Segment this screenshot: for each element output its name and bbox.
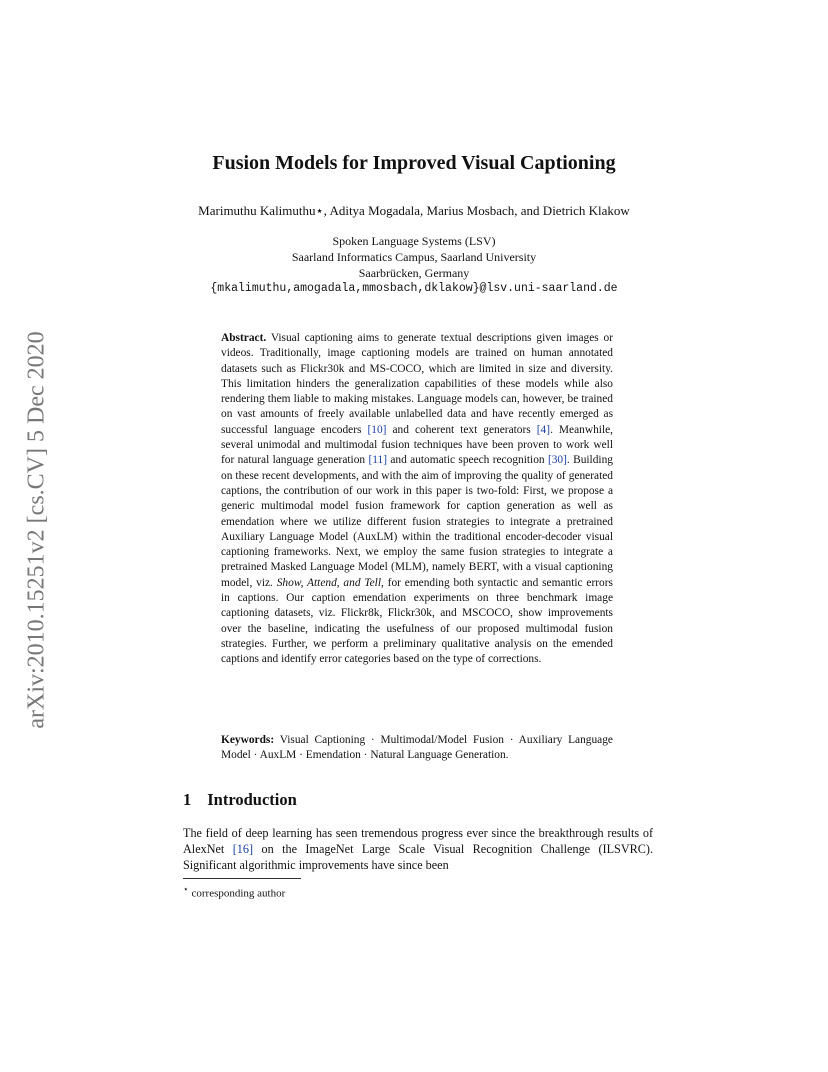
footnote-mark: ⋆ xyxy=(183,884,189,894)
keywords-label: Keywords: xyxy=(221,734,275,746)
affiliation-block xyxy=(0,233,828,297)
abstract xyxy=(221,331,613,668)
intro-text-2: on the ImageNet Large Scale Visual Recognition Challenge (ILSVRC). Significant algorithmic improvements have since been xyxy=(183,842,654,872)
abstract-text-2: and coherent text generators xyxy=(392,423,531,436)
keywords-text: Visual Captioning · Multimodal/Model Fusion · Auxiliary Language Model · AuxLM · Emendation · Natural Language Generation. xyxy=(221,734,613,762)
introduction-paragraph xyxy=(183,825,653,873)
affiliation-lab: Spoken Language Systems (LSV) xyxy=(332,234,496,248)
author-list: Marimuthu Kalimuthu⋆, Aditya Mogadala, Marius Mosbach, and Dietrich Klakow xyxy=(198,203,630,218)
paper-title: Fusion Models for Improved Visual Captioning xyxy=(212,152,616,174)
affiliation-campus: Saarland Informatics Campus, Saarland University xyxy=(291,250,537,264)
abstract-text-1: Visual captioning aims to generate textual descriptions given images or videos. Traditionally, image captioning models are trained on human annotated datasets such as Flickr30k and MS-COCO, which are limited in size and diversity. This limitation hinders the generalization capabilities of these models while also rendering them liable to making mistakes. Language models can, however, be trained on vast amounts of freely available unlabelled data and have recently emerged as successful language encoders xyxy=(221,332,613,436)
abstract-label: Abstract. xyxy=(221,332,267,344)
citation-link[interactable]: [16] xyxy=(232,842,254,856)
footnote xyxy=(183,884,285,900)
keywords xyxy=(221,733,613,764)
citation-link[interactable]: [30] xyxy=(547,454,567,467)
abstract-text-5: . Building on these recent developments, and with the aim of improving the quality of generated captions, the contribution of our work in this paper is two-fold: First, we propose a generic multimodal model fusion framework for caption generation as well as emendation where we utilize different fusion strategies to integrate a pretrained Auxiliary Language Model (AuxLM) within the traditional encoder-decoder visual captioning frameworks. Next, we employ the same fusion strategies to integrate a pretrained Masked Language Model (MLM), namely BERT, with a visual captioning model, viz. xyxy=(221,454,613,589)
section-heading-introduction xyxy=(183,790,297,810)
abstract-text-3: . Meanwhile, several unimodal and multimodal fusion techniques have been proven to work well for natural language generation xyxy=(221,423,614,467)
model-name-italic: Show, Attend, and Tell xyxy=(276,576,381,589)
citation-link[interactable]: [4] xyxy=(536,423,551,436)
author-emails: {mkalimuthu,amogadala,mmosbach,dklakow}@lsv.uni-saarland.de xyxy=(210,282,618,295)
abstract-text-6: , for emending both syntactic and semantic errors in captions. Our caption emendation experiments on three benchmark image captioning datasets, viz. Flickr8k, Flickr30k, and MSCOCO, show improvements over the baseline, indicating the usefulness of our proposed multimodal fusion strategies. Further, we perform a preliminary qualitative analysis on the emended captions and identify error categories based on the type of corrections. xyxy=(221,576,613,666)
section-number: 1 xyxy=(183,790,192,809)
affiliation-location: Saarbrücken, Germany xyxy=(358,266,470,280)
arxiv-identifier: arXiv:2010.15251v2 [cs.CV] 5 Dec 2020 xyxy=(23,331,50,729)
section-title: Introduction xyxy=(207,790,297,809)
citation-link[interactable]: [11] xyxy=(368,454,388,467)
footnote-text: corresponding author xyxy=(191,887,286,900)
footnote-divider xyxy=(183,878,301,879)
abstract-text-4: and automatic speech recognition xyxy=(390,454,545,467)
citation-link[interactable]: [10] xyxy=(367,423,387,436)
intro-text-1: The field of deep learning has seen tremendous progress ever since the breakthrough results of AlexNet xyxy=(183,826,653,856)
